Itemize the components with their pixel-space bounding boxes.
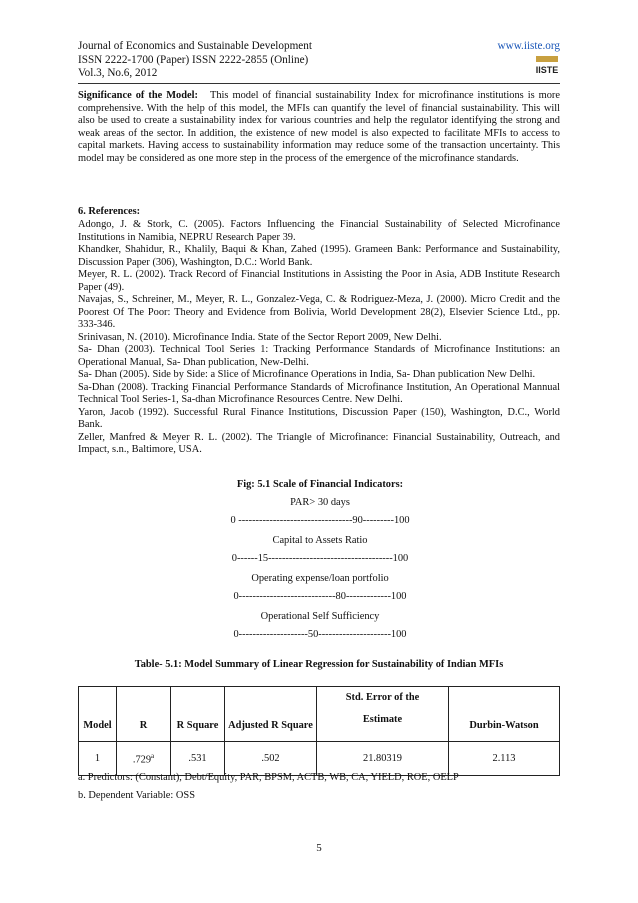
cell-r-superscript: a xyxy=(151,751,155,760)
scale-line: 0--------------------50---------------------100 xyxy=(233,629,407,640)
cell-r: .729$^a$ xyxy=(117,742,171,776)
journal-volume: Vol.3, No.6, 2012 xyxy=(78,67,158,80)
reference-item: Adongo, J. & Stork, C. (2005). Factors Influencing the Financial Sustainability of Selected Microfinance Institutions in Namibia, NEPRU Research Paper 39. xyxy=(78,219,560,243)
page-number: 5 xyxy=(316,842,322,854)
reference-item: Meyer, R. L. (2002). Track Record of Financial Institutions in Assisting the Poor in Asia, ADB Institute Research Paper (49). xyxy=(78,269,560,293)
figure-title: Fig: 5.1 Scale of Financial Indicators: xyxy=(236,479,404,490)
journal-issn: ISSN 2222-1700 (Paper) ISSN 2222-2855 (Online) xyxy=(78,53,309,66)
table-note-b: b. Dependent Variable: OSS xyxy=(78,790,195,801)
reference-item: Navajas, S., Schreiner, M., Meyer, R. L., Gonzalez-Vega, C. & Rodriguez-Meza, J. (2000). Micro Credit and the Poorest Of The Poor: Theory and Evidence from Bolivia, World Development 28(2), Elsevier Science Ltd., pp. 333-346. xyxy=(78,294,560,330)
iiste-logo-icon xyxy=(534,55,560,75)
significance-heading: Significance of the Model: xyxy=(78,90,198,101)
cell-adj-r-square: .502 xyxy=(225,742,317,776)
scale-label: PAR> 30 days xyxy=(290,497,350,508)
reference-item: Sa- Dhan (2003). Technical Tool Series 1: Tracking Performance Standards of Microfinance Institutions: an Operational Manual, Sa- Dhan publication, New-Delhi. xyxy=(78,344,560,368)
significance-text: This model of financial sustainability Index for microfinance institutions is more comprehensive. With the help of this model, the MFIs can quantify the level of financial sustainability. This will also be used to create a sustainability index for various countries and help the regulator identifying the strong and weak areas of the sector. In addition, the existence of new model is also expected to facilitate MFIs to access to capital markets. Having access to sustainability information may reduce some of the transaction uncertainty. This model may be considered as one more step in the process of the emergence of the microfinance standards. xyxy=(78,90,561,164)
journal-url[interactable]: www.iiste.org xyxy=(497,40,560,52)
references-list xyxy=(78,219,560,457)
std-error-line2: Estimate xyxy=(362,714,403,725)
logo-text: IISTE xyxy=(535,65,559,75)
col-header-durbin-watson: Durbin-Watson xyxy=(449,687,560,742)
reference-item: Sa-Dhan (2008). Tracking Financial Performance Standards of Microfinance Institution, An Operational Mannual Technical Tool Series-1, Sa-dhan Microfinance Resources Centre. New Delhi. xyxy=(78,381,560,405)
cell-model: 1 xyxy=(79,742,117,776)
table-note-a: a. Predictors: (Constant), Debt/Equity, PAR, BPSM, ACTB, WB, CA, YIELD, ROE, OELP xyxy=(78,772,459,783)
reference-item: Yaron, Jacob (1992). Successful Rural Finance Institutions, Discussion Paper (150), Washington, D.C., World Bank. xyxy=(78,406,560,430)
col-header-r: R xyxy=(117,687,171,742)
figure-scales xyxy=(200,497,440,649)
references-heading: 6. References: xyxy=(78,206,141,217)
reference-item: Khandker, Shahidur, R., Khalily, Baqui & Khan, Zahed (1995). Grameen Bank: Performance and Sustainability, Discussion Paper (306), Washington, D.C.: World Bank. xyxy=(78,244,560,268)
reference-item: Sa- Dhan (2005). Side by Side: a Slice of Microfinance Operations in India, Sa- Dhan publication New Delhi. xyxy=(78,369,536,380)
scale-label: Operational Self Sufficiency xyxy=(260,611,380,622)
reference-item: Srinivasan, N. (2010). Microfinance India. State of the Sector Report 2009, New Delhi. xyxy=(78,331,442,343)
journal-title: Journal of Economics and Sustainable Development xyxy=(78,40,312,52)
model-summary-table xyxy=(78,686,560,776)
col-header-adjusted-r-square: Adjusted R Square xyxy=(225,687,317,742)
col-header-r-square: R Square xyxy=(171,687,225,742)
scale-label: Operating expense/loan portfolio xyxy=(251,573,389,584)
significance-paragraph xyxy=(78,90,560,165)
header-rule xyxy=(78,83,560,84)
cell-durbin-watson: 2.113 xyxy=(449,742,560,776)
scale-line: 0------15------------------------------------100 xyxy=(231,553,409,564)
cell-std-error: 21.80319 xyxy=(317,742,449,776)
col-header-std-error xyxy=(317,687,449,742)
table-row xyxy=(79,742,560,776)
col-header-model: Model xyxy=(79,687,117,742)
table-caption: Table- 5.1: Model Summary of Linear Regression for Sustainability of Indian MFIs xyxy=(134,659,504,670)
std-error-line1: Std. Error of the xyxy=(345,692,420,703)
reference-item: Zeller, Manfred & Meyer R. L. (2002). The Triangle of Microfinance: Financial Sustainability, Outreach, and Impact, s.n., Baltimore, USA. xyxy=(78,431,560,455)
journal-header xyxy=(78,40,560,81)
table-header-row xyxy=(79,687,560,742)
scale-label: Capital to Assets Ratio xyxy=(272,535,368,546)
cell-r-square: .531 xyxy=(171,742,225,776)
scale-line: 0----------------------------80-------------100 xyxy=(233,591,407,602)
scale-line: 0 ---------------------------------90---------100 xyxy=(230,515,410,526)
